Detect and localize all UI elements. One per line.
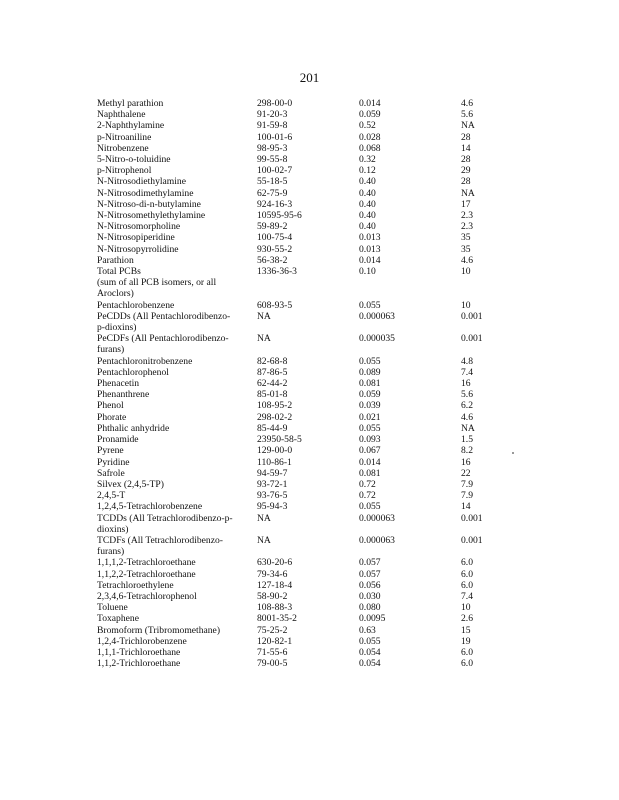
table-row [97,210,521,221]
row-limit: 6.0 [461,579,473,591]
row-limit: 10 [461,299,471,311]
row-name: 2,3,4,6-Tetrachlorophenol [97,590,197,602]
row-name: Methyl parathion [97,98,164,109]
row-name: Pentachlorobenzene [97,299,175,311]
row-name: Phenanthrene [97,389,150,401]
table-row [97,423,521,434]
table-row [97,266,521,277]
row-value: 0.055 [359,422,381,434]
row-name: Parathion [97,254,134,266]
row-limit: 6.0 [461,658,473,670]
row-value [359,344,461,355]
table-row [97,580,521,591]
table-row [97,356,521,367]
row-name: PeCDDs (All Pentachlorodibenzo- [97,310,231,322]
row-limit: 10 [461,602,471,614]
row-limit [461,288,521,299]
row-cas-number: 110-86-1 [257,456,292,468]
table-row [97,132,521,143]
row-name: N-Nitroso-di-n-butylamine [97,198,201,210]
table-row [97,333,521,344]
row-cas-number: 100-02-7 [257,165,293,177]
row-name: Phenol [97,400,124,412]
row-name: N-Nitrosodiethylamine [97,176,186,188]
row-value: 0.055 [359,355,381,367]
row-value: 0.0095 [359,613,386,625]
row-name: Phorate [97,411,127,423]
row-cas-number: 100-75-4 [257,232,293,244]
table-row [97,613,521,624]
row-value: 0.059 [359,109,381,121]
row-name: Safrole [97,467,125,479]
row-value: 0.013 [359,243,381,255]
table-row [97,591,521,602]
table-row [97,322,521,333]
table-row [97,546,521,557]
row-value: 0.067 [359,445,381,457]
table-row [97,277,521,288]
row-name: 5-Nitro-o-toluidine [97,154,171,166]
table-row [97,501,521,512]
row-cas-number: 298-00-0 [257,98,293,109]
row-limit: 4.6 [461,98,473,109]
row-name: 1,1,2-Trichloroethane [97,658,181,670]
table-row [97,188,521,199]
row-name: 1,1,1-Trichloroethane [97,646,181,658]
row-limit: 17 [461,198,471,210]
page-number: 201 [299,70,320,85]
row-cas-number: 58-90-2 [257,590,288,602]
table-row [97,658,521,669]
row-limit: 8.2 [461,445,473,457]
table-row [97,513,521,524]
row-limit: 6.0 [461,557,473,569]
row-limit: 0.001 [461,333,483,345]
row-value: 0.056 [359,579,381,591]
table-row [97,457,521,468]
row-cas-number: 924-16-3 [257,198,293,210]
row-cas-number [257,344,359,355]
row-value: 0.089 [359,366,381,378]
row-name: N-Nitrosodimethylamine [97,187,194,199]
row-value: 0.014 [359,254,381,266]
row-value: 0.030 [359,590,381,602]
table-row [97,232,521,243]
row-limit: NA [461,187,475,199]
row-value: 0.028 [359,131,381,143]
row-limit: 7.9 [461,490,473,502]
row-cas-number: 82-68-8 [257,355,288,367]
row-name: Pentachlorophenol [97,366,169,378]
table-row [97,434,521,445]
row-name: dioxins) [97,523,129,535]
row-name: Aroclors) [97,288,134,300]
row-value: 0.000063 [359,512,395,524]
row-name: N-Nitrosopyrrolidine [97,243,179,255]
row-cas-number [257,277,359,288]
table-row [97,311,521,322]
row-cas-number: 79-00-5 [257,658,288,670]
row-cas-number: 93-76-5 [257,490,288,502]
table-row [97,647,521,658]
row-limit: 1.5 [461,434,473,446]
table-row [97,557,521,568]
row-cas-number: NA [257,534,271,546]
table-row [97,569,521,580]
row-limit: 2.6 [461,613,473,625]
row-limit: 7.4 [461,590,473,602]
row-cas-number: 71-55-6 [257,646,288,658]
row-name: Pronamide [97,434,139,446]
table-row [97,479,521,490]
row-value: 0.080 [359,602,381,614]
row-cas-number: 99-55-8 [257,154,288,166]
table-row [97,109,521,120]
row-value: 0.63 [359,624,376,636]
table-row [97,636,521,647]
row-limit: 4.8 [461,355,473,367]
row-value: 0.039 [359,400,381,412]
scan-speck [512,452,514,454]
row-name: 2-Naphthylamine [97,120,165,132]
row-cas-number: 129-00-0 [257,445,293,457]
row-name: Tetrachloroethylene [97,579,174,591]
table-row [97,389,521,400]
table-row [97,412,521,423]
row-cas-number: 98-95-3 [257,142,288,154]
row-value: 0.055 [359,299,381,311]
row-value: 0.059 [359,389,381,401]
row-name: Phenacetin [97,378,140,390]
row-cas-number: 79-34-6 [257,568,288,580]
row-value: 0.057 [359,557,381,569]
row-value: 0.000063 [359,534,395,546]
row-name: N-Nitrosomorpholine [97,221,181,233]
table-row [97,625,521,636]
row-name: Naphthalene [97,109,146,121]
row-value: 0.054 [359,646,381,658]
row-cas-number: 85-44-9 [257,422,288,434]
row-limit: 7.9 [461,478,473,490]
row-cas-number: 608-93-5 [257,299,293,311]
row-limit: 5.6 [461,389,473,401]
table-row [97,176,521,187]
table-row [97,244,521,255]
row-value [359,322,461,333]
row-name: Toluene [97,602,128,614]
row-name: Pyrene [97,445,124,457]
table-row [97,199,521,210]
row-limit: 28 [461,154,471,166]
row-cas-number [257,546,359,557]
row-cas-number: 120-82-1 [257,635,293,647]
row-limit: 0.001 [461,310,483,322]
row-cas-number: 87-86-5 [257,366,288,378]
row-value: 0.000035 [359,333,395,345]
row-cas-number: NA [257,333,271,345]
table-row [97,288,521,299]
row-value: 0.013 [359,232,381,244]
row-limit: 14 [461,142,471,154]
row-name: p-Nitrophenol [97,165,152,177]
row-value: 0.081 [359,378,381,390]
row-value: 0.055 [359,501,381,513]
row-value: 0.057 [359,568,381,580]
row-cas-number: 75-25-2 [257,624,288,636]
row-limit [461,546,521,557]
row-name: 1,1,2,2-Tetrachloroethane [97,568,196,580]
row-value: 0.72 [359,490,376,502]
row-value: 0.021 [359,411,381,423]
row-cas-number: 93-72-1 [257,478,288,490]
row-limit: 6.2 [461,400,473,412]
table-row [97,344,521,355]
row-name: Pentachloronitrobenzene [97,355,193,367]
row-limit: 16 [461,378,471,390]
table-row [97,300,521,311]
table-row [97,535,521,546]
row-name: 1,2,4,5-Tetrachlorobenzene [97,501,203,513]
table-row [97,255,521,266]
table-row [97,154,521,165]
row-cas-number: 108-88-3 [257,602,293,614]
row-limit: 10 [461,266,471,278]
table-row [97,378,521,389]
row-value: 0.093 [359,434,381,446]
row-cas-number: 100-01-6 [257,131,293,143]
row-name: Toxaphene [97,613,139,625]
row-cas-number: 8001-35-2 [257,613,297,625]
row-value: 0.40 [359,176,376,188]
row-cas-number: 62-75-9 [257,187,288,199]
row-limit: 0.001 [461,512,483,524]
table-row [97,143,521,154]
row-limit: 0.001 [461,534,483,546]
row-limit: 2.3 [461,210,473,222]
table-row [97,490,521,501]
row-name: Bromoform (Tribromomethane) [97,624,221,636]
row-name: N-Nitrosopiperidine [97,232,175,244]
chemical-table-body [97,98,521,669]
chemical-table [97,98,521,669]
row-name: PeCDFs (All Pentachlorodibenzo- [97,333,229,345]
row-limit [461,322,521,333]
row-name: furans) [97,546,125,558]
row-name: (sum of all PCB isomers, or all [97,277,217,289]
row-limit: 5.6 [461,109,473,121]
row-cas-number: 91-59-8 [257,120,288,132]
row-name: Phthalic anhydride [97,422,170,434]
row-value: 0.014 [359,456,381,468]
row-limit: 2.3 [461,221,473,233]
row-value: 0.40 [359,187,376,199]
row-name: p-dioxins) [97,322,137,334]
row-name: N-Nitrosomethylethylamine [97,210,206,222]
row-limit: 35 [461,232,471,244]
row-limit: 14 [461,501,471,513]
row-limit [461,277,521,288]
row-limit: NA [461,120,475,132]
table-row [97,120,521,131]
row-cas-number: 930-55-2 [257,243,293,255]
row-cas-number: 23950-58-5 [257,434,302,446]
row-cas-number: NA [257,512,271,524]
row-name: TCDDs (All Tetrachlorodibenzo-p- [97,512,233,524]
row-limit: 29 [461,165,471,177]
row-cas-number: 62-44-2 [257,378,288,390]
table-row [97,524,521,535]
row-name: Total PCBs [97,266,141,278]
row-name: Pyridine [97,456,130,468]
row-cas-number: 85-01-8 [257,389,288,401]
row-limit: 4.6 [461,254,473,266]
row-limit: 22 [461,467,471,479]
row-limit: 6.0 [461,646,473,658]
row-cas-number: NA [257,310,271,322]
row-cas-number: 298-02-2 [257,411,293,423]
table-row [97,221,521,232]
row-limit: 16 [461,456,471,468]
table-row [97,445,521,456]
row-limit: 6.0 [461,568,473,580]
row-cas-number: 127-18-4 [257,579,293,591]
row-value: 0.52 [359,120,376,132]
row-value [359,524,461,535]
row-limit: 15 [461,624,471,636]
row-value: 0.40 [359,221,376,233]
row-value: 0.014 [359,98,381,109]
row-cas-number: 56-38-2 [257,254,288,266]
row-limit [461,524,521,535]
table-row [97,98,521,109]
row-limit: 35 [461,243,471,255]
row-cas-number: 95-94-3 [257,501,288,513]
row-cas-number: 91-20-3 [257,109,288,121]
row-cas-number [257,524,359,535]
row-cas-number [257,322,359,333]
row-cas-number: 94-59-7 [257,467,288,479]
row-cas-number [257,288,359,299]
row-limit: 7.4 [461,366,473,378]
table-row [97,602,521,613]
row-name: 1,2,4-Trichlorobenzene [97,635,187,647]
table-row [97,468,521,479]
row-name: Nitrobenzene [97,142,149,154]
row-cas-number: 59-89-2 [257,221,288,233]
row-name: p-Nitroaniline [97,131,152,143]
table-row [97,165,521,176]
row-name: furans) [97,344,125,356]
row-value: 0.000063 [359,310,395,322]
row-value: 0.32 [359,154,376,166]
row-cas-number: 108-95-2 [257,400,293,412]
row-limit: NA [461,422,475,434]
row-value: 0.40 [359,210,376,222]
row-value: 0.055 [359,635,381,647]
row-limit: 28 [461,176,471,188]
row-cas-number: 1336-36-3 [257,266,297,278]
row-value: 0.12 [359,165,376,177]
row-cas-number: 10595-95-6 [257,210,302,222]
row-limit: 19 [461,635,471,647]
row-cas-number: 630-20-6 [257,557,293,569]
row-name: 1,1,1,2-Tetrachloroethane [97,557,196,569]
row-value: 0.068 [359,142,381,154]
row-value: 0.40 [359,198,376,210]
row-value: 0.081 [359,467,381,479]
row-limit: 4.6 [461,411,473,423]
table-row [97,367,521,378]
row-value: 0.10 [359,266,376,278]
row-limit [461,344,521,355]
row-value [359,546,461,557]
row-name: Silvex (2,4,5-TP) [97,478,164,490]
row-value [359,288,461,299]
table-row [97,400,521,411]
row-name: 2,4,5-T [97,490,126,502]
row-limit: 28 [461,131,471,143]
row-value: 0.054 [359,658,381,670]
row-name: TCDFs (All Tetrachlorodibenzo- [97,534,223,546]
row-cas-number: 55-18-5 [257,176,288,188]
row-value [359,277,461,288]
row-value: 0.72 [359,478,376,490]
